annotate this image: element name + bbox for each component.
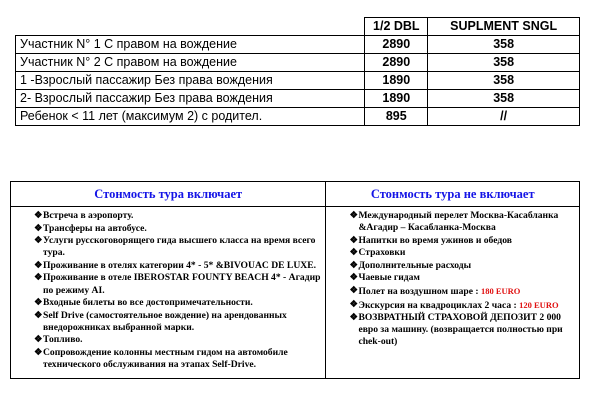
- diamond-bullet-icon: ❖: [34, 235, 43, 247]
- inclusions-table: [10, 181, 580, 379]
- item-text: Чаевые гидам: [358, 272, 420, 284]
- row-sngl: 358: [428, 36, 580, 54]
- item-text: Дополнительные расходы: [358, 259, 472, 271]
- diamond-bullet-icon: ❖: [34, 309, 43, 321]
- item-text: Полет на воздушном шаре :: [358, 286, 481, 298]
- includes-list: [12, 210, 324, 371]
- row-dbl: 2890: [365, 36, 428, 54]
- list-item: [349, 312, 574, 348]
- row-label: Участник N° 2 С правом на вождение: [16, 54, 365, 72]
- row-sngl: 358: [428, 90, 580, 108]
- list-item: [349, 235, 574, 247]
- diamond-bullet-icon: ❖: [349, 298, 359, 310]
- table-row: [16, 90, 580, 108]
- header-sngl: SUPLMENT SNGL: [428, 18, 580, 36]
- excludes-list: [327, 210, 578, 349]
- list-item: [349, 272, 574, 284]
- item-price: 120 EURO: [519, 299, 559, 310]
- row-label: 1 -Взрослый пассажир Без права вождения: [16, 72, 365, 90]
- table-row: [16, 54, 580, 72]
- list-item: [349, 299, 574, 312]
- price-table: [15, 17, 580, 126]
- item-text: Проживание в отелях категории 4* - 5* &BIVOUAC DE LUXE.: [43, 259, 316, 271]
- item-text: Страховки: [358, 247, 406, 259]
- row-sngl: 358: [428, 54, 580, 72]
- diamond-bullet-icon: ❖: [34, 347, 43, 359]
- row-label: Участник N° 1 С правом на вождение: [16, 36, 365, 54]
- item-text: Топливо.: [43, 334, 83, 346]
- row-dbl: 1890: [365, 72, 428, 90]
- list-item: [349, 285, 574, 298]
- item-price: 180 EURO: [480, 286, 521, 297]
- list-item: [34, 260, 320, 272]
- row-label: 2- Взрослый пассажир Без права вождения: [16, 90, 365, 108]
- item-text: Трансферы на автобусе.: [43, 222, 147, 234]
- diamond-bullet-icon: ❖: [34, 334, 43, 346]
- excludes-title: Стонмость тура не включает: [326, 182, 580, 207]
- list-item: [349, 210, 574, 234]
- diamond-bullet-icon: ❖: [34, 297, 43, 309]
- price-table-header: [16, 18, 580, 36]
- item-text: Встреча в аэропорту.: [43, 210, 134, 221]
- list-item: [34, 334, 320, 346]
- list-item: [34, 347, 320, 371]
- diamond-bullet-icon: ❖: [349, 247, 359, 259]
- item-text: Сопровождение колонны местным гидом на автомобиле технического обслуживания на этапах Self-Drive.: [43, 347, 288, 371]
- item-text: Услуги русскоговорящего гида высшего класса на время всего тура.: [43, 235, 316, 259]
- diamond-bullet-icon: ❖: [349, 234, 359, 246]
- header-blank: [16, 18, 365, 36]
- list-item: [34, 223, 320, 235]
- excludes-cell: [326, 207, 580, 379]
- list-item: [34, 210, 320, 222]
- item-text: Экскурсия на квадроциклах 2 часа :: [358, 299, 520, 311]
- item-text: Напитки во время ужинов и обедов: [358, 234, 512, 246]
- diamond-bullet-icon: ❖: [34, 222, 43, 234]
- diamond-bullet-icon: ❖: [349, 285, 359, 297]
- table-row: [16, 36, 580, 54]
- diamond-bullet-icon: ❖: [349, 312, 359, 324]
- row-sngl: 358: [428, 72, 580, 90]
- row-sngl: //: [428, 108, 580, 126]
- includes-cell: [11, 207, 326, 379]
- table-row: [16, 72, 580, 90]
- list-item: [34, 235, 320, 259]
- item-text: Международный перелет Москва-Касабланка &Агадир – Касабланка-Москва: [358, 210, 559, 234]
- diamond-bullet-icon: ❖: [349, 259, 359, 271]
- list-item: [34, 297, 320, 309]
- list-item: [34, 310, 320, 334]
- list-item: [349, 260, 574, 272]
- header-dbl: 1/2 DBL: [365, 18, 428, 36]
- diamond-bullet-icon: ❖: [34, 259, 43, 271]
- diamond-bullet-icon: ❖: [34, 210, 43, 221]
- list-item: [349, 247, 574, 259]
- row-dbl: 1890: [365, 90, 428, 108]
- item-text: ВОЗВРАТНЫЙ СТРАХОВОЙ ДЕПОЗИТ 2 000 евро за машину. (возвращается полностью при chek-out): [358, 312, 563, 348]
- includes-title: Стонмость тура включает: [11, 182, 326, 207]
- row-dbl: 895: [365, 108, 428, 126]
- item-text: Проживание в отеле IBEROSTAR FOUNTY BEACH 4* - Агадир по режиму AI.: [43, 272, 321, 296]
- list-item: [34, 272, 320, 296]
- row-label: Ребенок < 11 лет (максимум 2) с родител.: [16, 108, 365, 126]
- item-text: Входные билеты во все достопримечательности.: [43, 297, 253, 309]
- item-text: Self Drive (самостоятельное вождение) на арендованных внедорожниках выбранной марки.: [43, 309, 287, 333]
- diamond-bullet-icon: ❖: [34, 272, 43, 284]
- diamond-bullet-icon: ❖: [349, 272, 359, 284]
- diamond-bullet-icon: ❖: [349, 210, 359, 221]
- table-row: [16, 108, 580, 126]
- row-dbl: 2890: [365, 54, 428, 72]
